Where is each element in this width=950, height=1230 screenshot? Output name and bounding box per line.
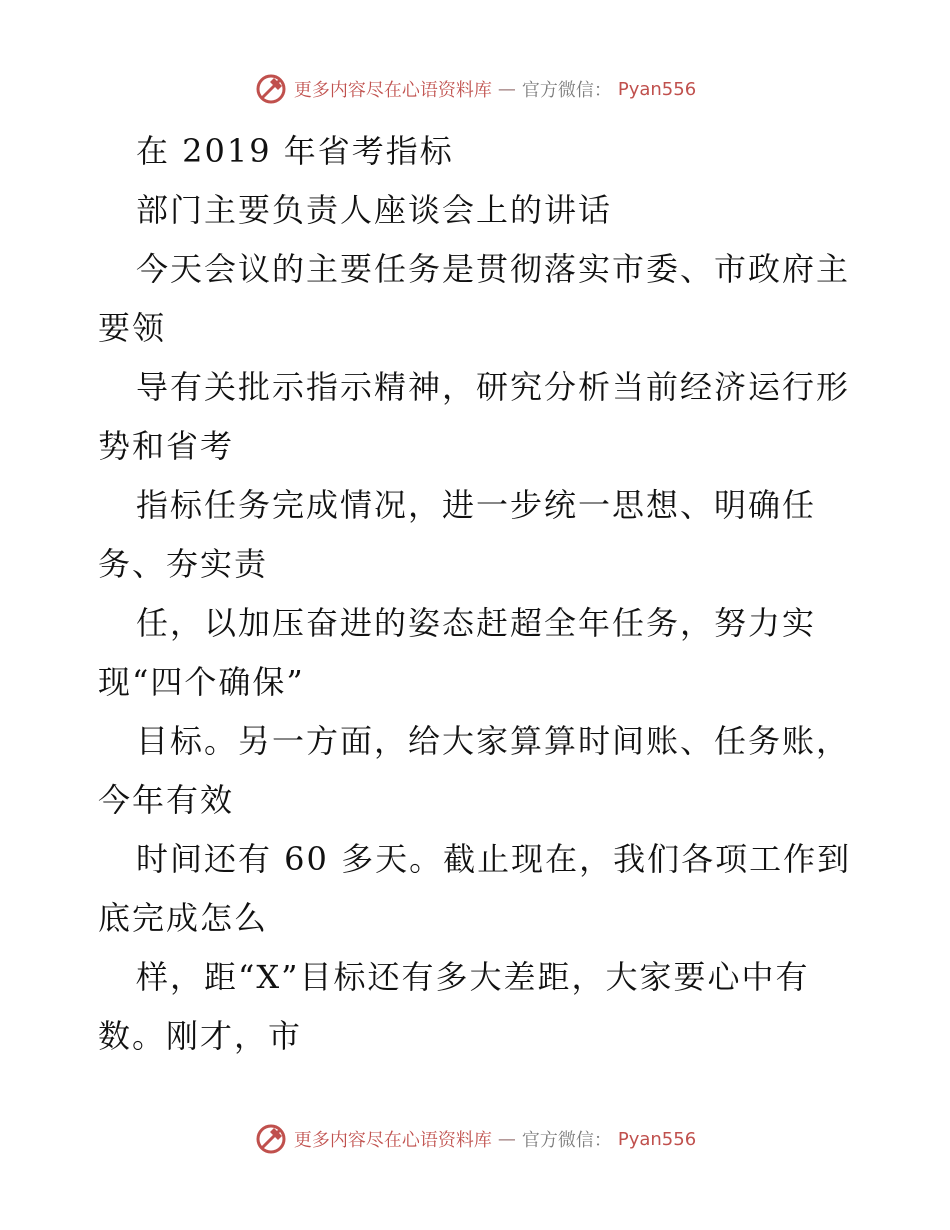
watermark-sub: 官方微信： <box>521 80 612 101</box>
text-line-11: 目标。另一方面，给大家算算时间账、任务账， <box>136 722 851 760</box>
watermark-dash: — <box>497 78 516 100</box>
text-line-7: 指标任务完成情况，进一步统一思想、明确任 <box>136 486 817 524</box>
text-line-10: 现“四个确保” <box>98 663 305 701</box>
document-body <box>98 122 878 1066</box>
text-line-4: 要领 <box>98 309 167 347</box>
text-line-6: 势和省考 <box>98 427 235 465</box>
logo-icon <box>254 72 288 106</box>
watermark-id: Pyan556 <box>617 1128 697 1150</box>
text-line-3: 今天会议的主要任务是贯彻落实市委、市政府主 <box>136 250 851 288</box>
text-line-2: 部门主要负责人座谈会上的讲话 <box>136 191 613 229</box>
watermark-text: 更多内容尽在心语资料库 <box>293 1130 492 1151</box>
watermark-sub: 官方微信： <box>521 1130 612 1151</box>
header-watermark <box>0 72 950 106</box>
text-line-15: 样，距“X”目标还有多大差距，大家要心中有 <box>136 958 810 996</box>
text-line-1: 在 2019 年省考指标 <box>136 132 454 170</box>
text-line-8: 务、夯实责 <box>98 545 269 583</box>
watermark-id: Pyan556 <box>617 78 697 100</box>
text-line-12: 今年有效 <box>98 781 235 819</box>
text-line-14: 底完成怎么 <box>98 899 269 937</box>
text-line-13: 时间还有 60 多天。截止现在，我们各项工作到 <box>136 840 852 878</box>
text-line-5: 导有关批示指示精神，研究分析当前经济运行形 <box>136 368 851 406</box>
footer-watermark <box>0 1122 950 1156</box>
text-line-16: 数。刚才，市 <box>98 1017 303 1055</box>
watermark-dash: — <box>497 1128 516 1150</box>
text-line-9: 任，以加压奋进的姿态赶超全年任务，努力实 <box>136 604 817 642</box>
watermark-text: 更多内容尽在心语资料库 <box>293 80 492 101</box>
logo-icon <box>254 1122 288 1156</box>
